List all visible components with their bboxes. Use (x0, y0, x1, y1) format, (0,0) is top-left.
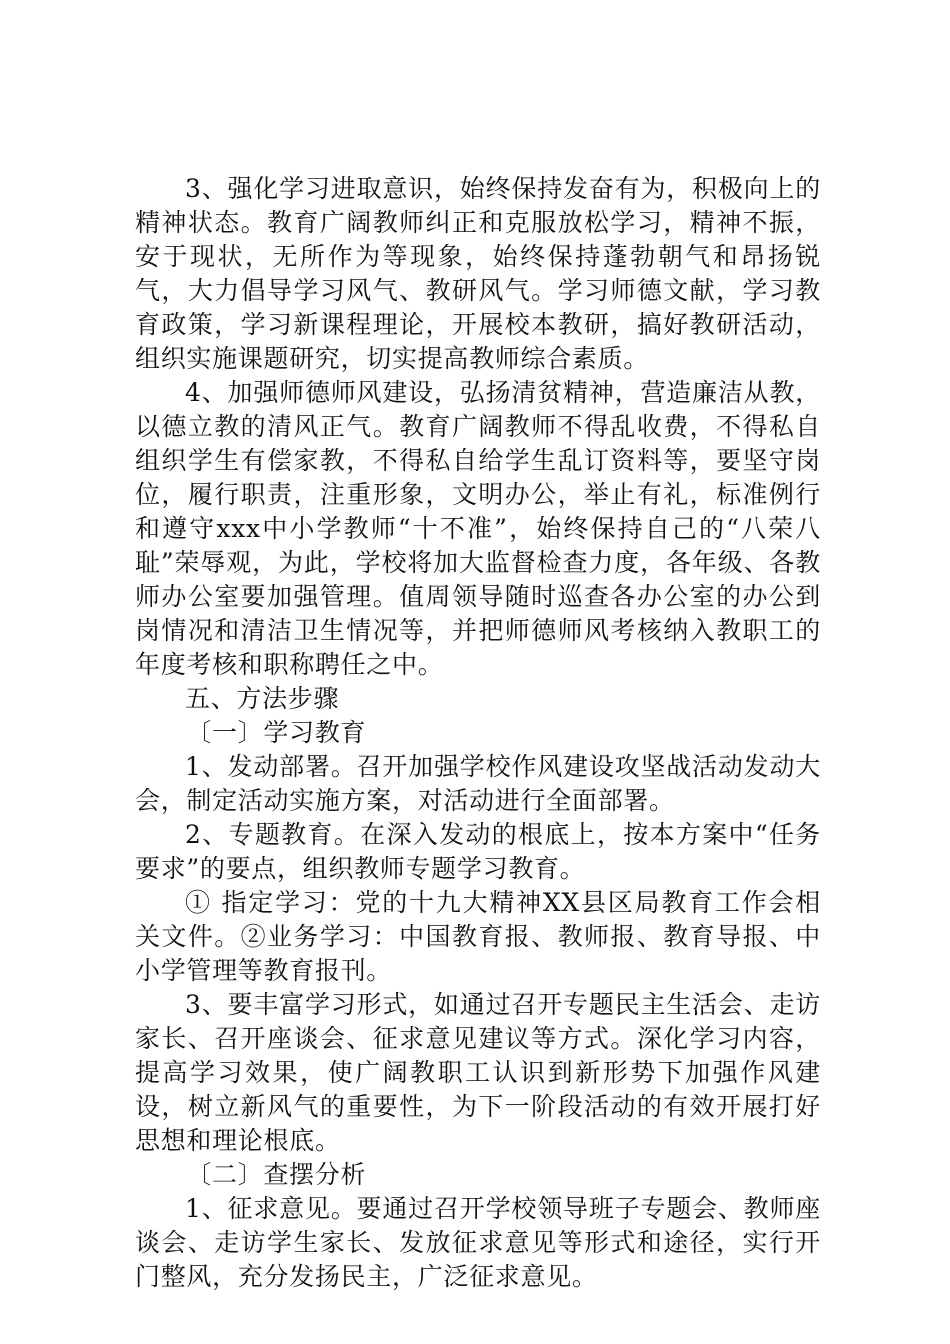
paragraph-designated-study: ① 指定学习：党的十九大精神XX县区局教育工作会相关文件。②业务学习：中国教育报、教师报、教育导报、中小学管理等教育报刊。 (135, 888, 821, 985)
paragraph-study-forms: 3、要丰富学习形式，如通过召开专题民主生活会、走访家长、召开座谈会、征求意见建议等方式。深化学习内容，提高学习效果，使广阔教职工认识到新形势下加强作风建设，树立新风气的重要性，为下一阶段活动的有效开展打好思想和理论根底。 (135, 990, 821, 1155)
section-heading-methods: 五、方法步骤 (185, 684, 340, 713)
subsection-heading-study: 〔一〕学习教育 (186, 718, 367, 747)
paragraph-strengthen-learning: 3、强化学习进取意识，始终保持发奋有为，积极向上的精神状态。教育广阔教师纠正和克服放松学习，精神不振，安于现状，无所作为等现象，始终保持蓬勃朝气和昂扬锐气，大力倡导学习风气、教研风气。学习师德文献，学习教育政策，学习新课程理论，开展校本教研，搞好教研活动，组织实施课题研究，切实提高教师综合素质。 (135, 174, 821, 373)
paragraph-special-education: 2、专题教育。在深入发动的根底上，按本方案中“任务要求”的要点，组织教师专题学习教育。 (135, 820, 821, 883)
subsection-heading-analysis: 〔二〕查摆分析 (186, 1160, 367, 1189)
paragraph-mobilize: 1、发动部署。召开加强学校作风建设攻坚战活动发动大会，制定活动实施方案，对活动进行全面部署。 (135, 752, 821, 815)
document-body (135, 172, 821, 1294)
paragraph-solicit-opinions: 1、征求意见。要通过召开学校领导班子专题会、教师座谈会、走访学生家长、发放征求意见等形式和途径，实行开门整风，充分发扬民主，广泛征求意见。 (135, 1194, 821, 1291)
paragraph-ethics-building: 4、加强师德师风建设，弘扬清贫精神，营造廉洁从教，以德立教的清风正气。教育广阔教师不得乱收费，不得私自组织学生有偿家教，不得私自给学生乱订资料等，要坚守岗位，履行职责，注重形象，文明办公，举止有礼，标准例行和遵守xxx中小学教师“十不准”，始终保持自己的“八荣八耻”荣辱观，为此，学校将加大监督检查力度，各年级、各教师办公室要加强管理。值周领导随时巡查各办公室的办公到岗情况和清洁卫生情况等，并把师德师风考核纳入教职工的年度考核和职称聘任之中。 (135, 378, 821, 679)
